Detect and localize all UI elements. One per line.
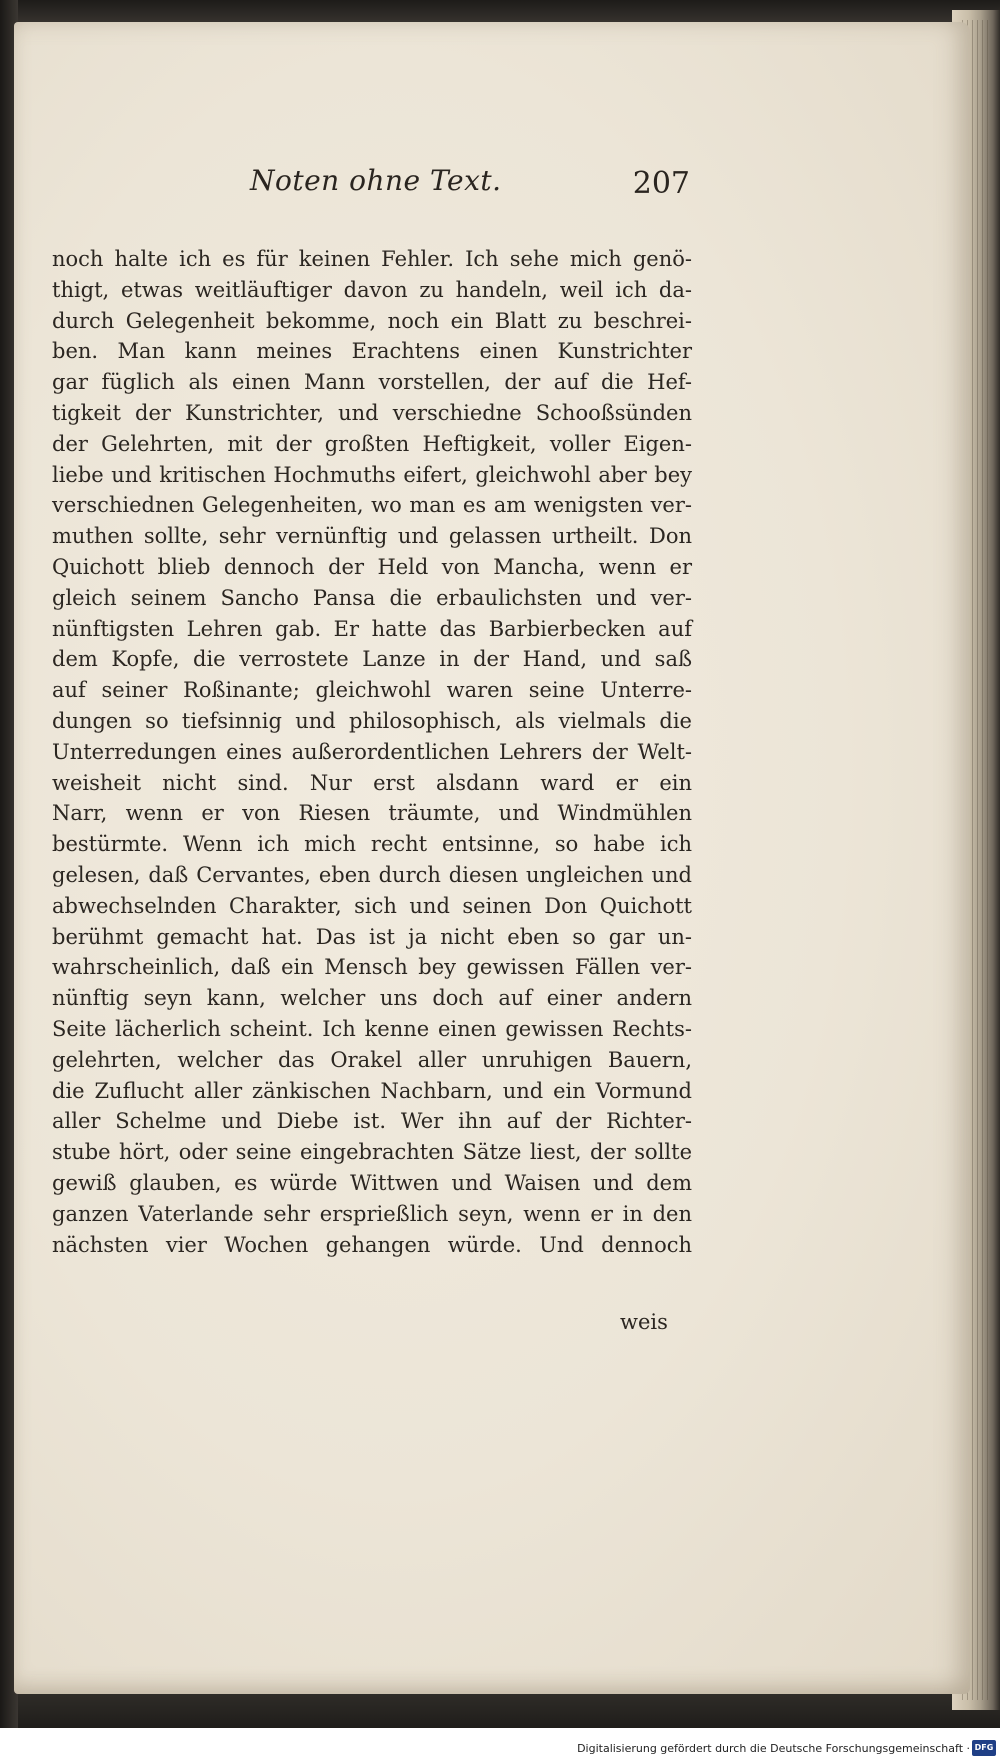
text-line: nächsten vier Wochen gehangen würde. Und dennoch bbox=[52, 1232, 692, 1257]
text-line: nünftig seyn kann, welcher uns doch auf einer andern bbox=[52, 986, 692, 1011]
page-number: 207 bbox=[632, 166, 690, 201]
text-line: auf seiner Roßinante; gleichwohl waren seine Unterre- bbox=[52, 678, 692, 703]
running-head: Noten ohne Text. bbox=[250, 164, 502, 197]
text-line: thigt, etwas weitläuftiger davon zu handeln, weil ich da- bbox=[52, 277, 692, 302]
text-line: Narr, wenn er von Riesen träumte, und Windmühlen bbox=[52, 801, 692, 826]
text-line: ganzen Vaterlande sehr ersprießlich seyn, wenn er in den bbox=[52, 1201, 692, 1226]
text-line: abwechselnden Charakter, sich und seinen Don Quichott bbox=[52, 893, 692, 918]
catchword: weis bbox=[620, 1310, 668, 1334]
text-line: Quichott blieb dennoch der Held von Mancha, wenn er bbox=[52, 554, 692, 579]
text-line: durch Gelegenheit bekomme, noch ein Blatt zu beschrei- bbox=[52, 308, 692, 333]
text-line: gar füglich als einen Mann vorstellen, der auf die Hef- bbox=[52, 370, 692, 395]
text-line: weisheit nicht sind. Nur erst alsdann ward er ein bbox=[52, 770, 692, 795]
text-line: tigkeit der Kunstrichter, und verschiedne Schooßsünden bbox=[52, 400, 692, 425]
text-line: ben. Man kann meines Erachtens einen Kunstrichter bbox=[52, 339, 692, 364]
text-line: berühmt gemacht hat. Das ist ja nicht eben so gar un- bbox=[52, 924, 692, 949]
text-line: Unterredungen eines außerordentlichen Lehrers der Welt- bbox=[52, 739, 692, 764]
footer-credit: Digitalisierung gefördert durch die Deutsche Forschungsgemeinschaft · bbox=[577, 1742, 970, 1755]
body-text bbox=[52, 244, 692, 1260]
text-line: gleich seinem Sancho Pansa die erbaulichsten und ver- bbox=[52, 585, 692, 610]
text-line: die Zuflucht aller zänkischen Nachbarn, und ein Vormund bbox=[52, 1078, 692, 1103]
text-line: noch halte ich es für keinen Fehler. Ich sehe mich genö- bbox=[52, 247, 692, 271]
text-line: verschiednen Gelegenheiten, wo man es am wenigsten ver- bbox=[52, 493, 692, 518]
dfg-logo-icon: DFG bbox=[972, 1740, 996, 1756]
text-line: der Gelehrten, mit der großten Heftigkeit, voller Eigen- bbox=[52, 431, 692, 456]
text-line: aller Schelme und Diebe ist. Wer ihn auf der Richter- bbox=[52, 1109, 692, 1134]
text-line: Seite lächerlich scheint. Ich kenne einen gewissen Rechts- bbox=[52, 1016, 692, 1041]
text-line: wahrscheinlich, daß ein Mensch bey gewissen Fällen ver- bbox=[52, 955, 692, 980]
text-line: bestürmte. Wenn ich mich recht entsinne, so habe ich bbox=[52, 832, 692, 857]
text-line: gelehrten, welcher das Orakel aller unruhigen Bauern, bbox=[52, 1047, 692, 1072]
text-line: gelesen, daß Cervantes, eben durch diesen ungleichen und bbox=[52, 862, 692, 887]
page-header bbox=[250, 164, 690, 210]
text-line: dem Kopfe, die verrostete Lanze in der Hand, und saß bbox=[52, 647, 692, 672]
text-line: gewiß glauben, es würde Wittwen und Waisen und dem bbox=[52, 1170, 692, 1195]
text-line: liebe und kritischen Hochmuths eifert, gleichwohl aber bey bbox=[52, 462, 692, 487]
text-line: nünftigsten Lehren gab. Er hatte das Barbierbecken auf bbox=[52, 616, 692, 641]
text-line: dungen so tiefsinnig und philosophisch, als vielmals die bbox=[52, 708, 692, 733]
text-line: stube hört, oder seine eingebrachten Sätze liest, der sollte bbox=[52, 1140, 692, 1165]
text-line: muthen sollte, sehr vernünftig und gelassen urtheilt. Don bbox=[52, 524, 692, 549]
